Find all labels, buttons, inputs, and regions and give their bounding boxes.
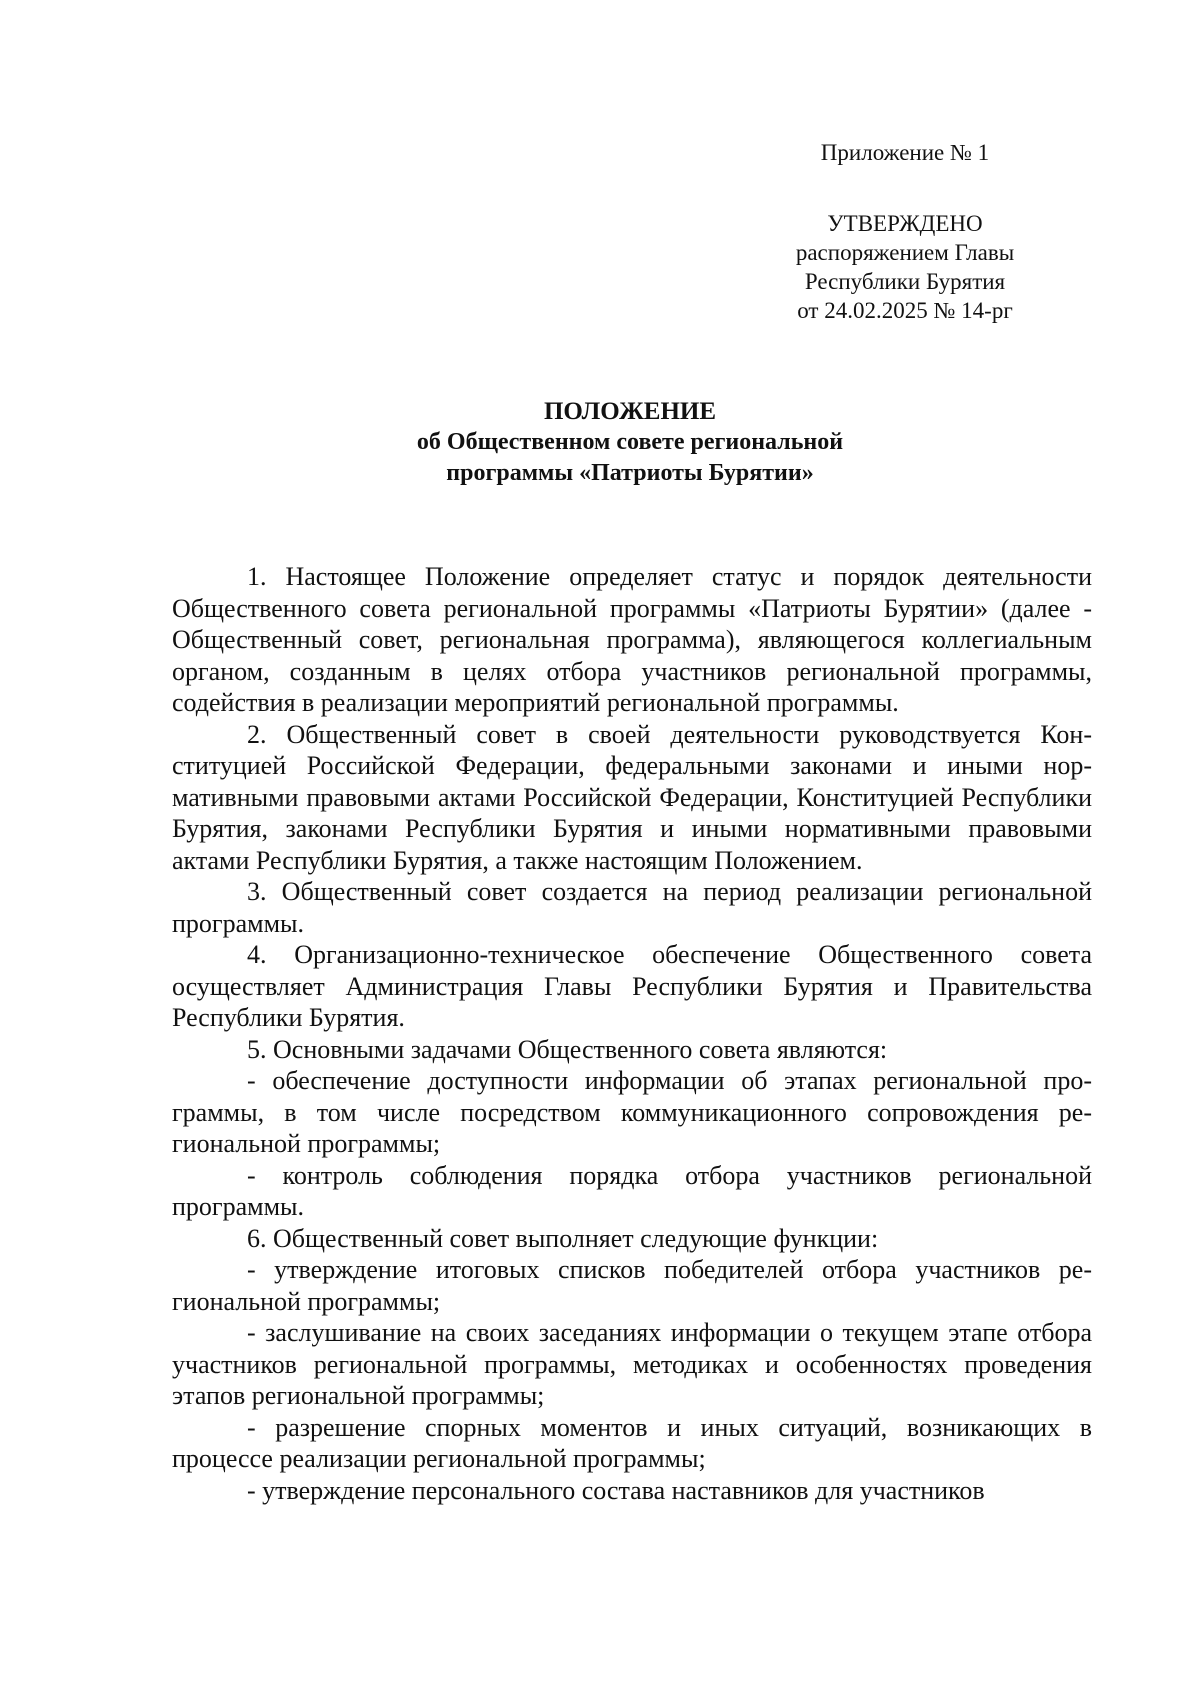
approval-stamp-block — [760, 138, 1050, 325]
approved-republic: Республики Бурятия — [804, 269, 1006, 294]
paragraph-2: 2. Общественный совет в своей деятельности руководствуется Конституцией Российской Федерации, федеральными законами и иными нормативными правовыми актами Российской Федерации, Конституцией Республики Бурятия, законами Республики Бурятия и иными нормативными правовыми актами Республики Бурятия, а также настоящим Положением. — [172, 719, 1092, 875]
approved-by-order: распоряжением Главы — [795, 240, 1015, 265]
document-subtitle-line-2: программы «Патриоты Бурятии» — [446, 460, 814, 486]
document-subtitle-line-1: об Общественном совете региональной — [416, 429, 844, 455]
paragraph-6-item-4: - утверждение персонального состава наставников для участников — [247, 1475, 985, 1505]
paragraph-5-item-2: - контроль соблюдения порядка отбора участников региональной программы. — [172, 1160, 1092, 1221]
paragraph-1: 1. Настоящее Положение определяет статус и порядок деятельности Общественного совета региональной программы «Патриоты Бурятии» (далее - Общественный совет, региональная программа), являющегося коллегиальным органом, созданным в целях отбора участников региональной программы, содействия в реализации мероприятий региональной программы. — [172, 562, 1092, 717]
paragraph-3: 3. Общественный совет создается на период реализации региональной программы. — [172, 877, 1092, 938]
paragraph-4: 4. Организационно-техническое обеспечение Общественного совета осуществляет Администрация Главы Республики Бурятия и Правительства Республики Бурятия. — [172, 940, 1092, 1032]
paragraph-6: 6. Общественный совет выполняет следующие функции: — [247, 1223, 879, 1253]
paragraph-6-item-1: - утверждение итоговых списков победителей отбора участников региональной программы; — [172, 1255, 1092, 1316]
approved-date-number: от 24.02.2025 № 14-рг — [797, 298, 1013, 323]
paragraph-6-item-3: - разрешение спорных моментов и иных ситуаций, возникающих в процессе реализации региональной программы; — [172, 1412, 1092, 1473]
paragraph-6-item-2: - заслушивание на своих заседаниях информации о текущем этапе отбора участников региональной программы, методиках и особенностях проведения этапов региональной программы; — [172, 1318, 1092, 1410]
paragraph-5-item-1: - обеспечение доступности информации об этапах региональной программы, в том числе посредством коммуникационного сопровождения региональной программы; — [172, 1066, 1092, 1158]
appendix-label: Приложение № 1 — [820, 140, 990, 165]
document-body — [172, 561, 1092, 1506]
document-title-block — [170, 396, 1090, 489]
document-title: ПОЛОЖЕНИЕ — [543, 398, 717, 425]
approved-label: УТВЕРЖДЕНО — [827, 211, 983, 236]
paragraph-5: 5. Основными задачами Общественного совета являются: — [247, 1034, 888, 1064]
